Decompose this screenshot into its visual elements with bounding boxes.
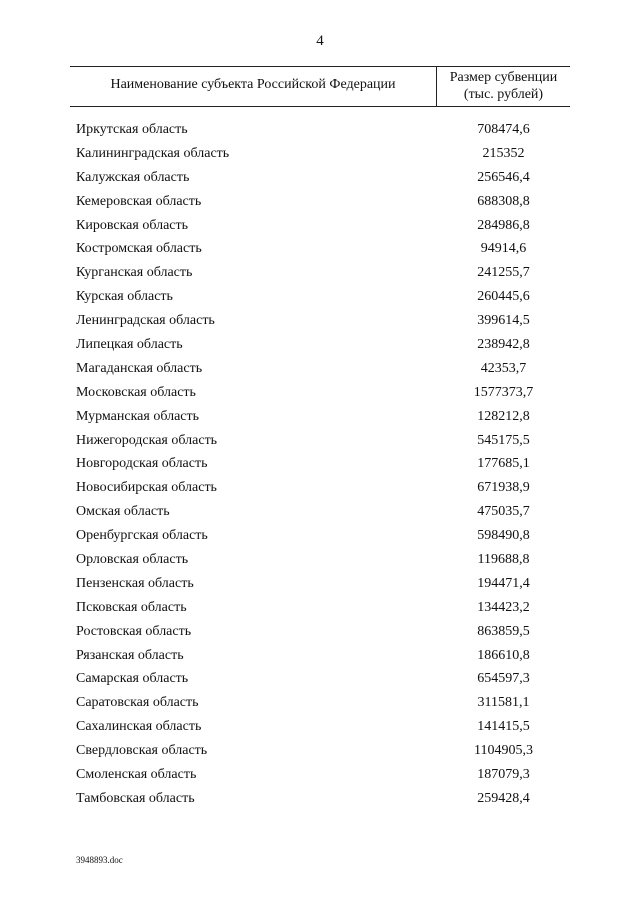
subject-name: Калининградская область [76, 145, 230, 161]
subject-name: Ленинградская область [76, 313, 215, 329]
table-row [0, 669, 640, 693]
subvention-amount: 671938,9 [477, 480, 530, 496]
subject-name: Смоленская область [76, 767, 197, 783]
subvention-amount: 1577373,7 [473, 384, 534, 400]
table-row [0, 168, 640, 192]
subject-name: Рязанская область [76, 647, 184, 663]
subvention-amount: 241255,7 [477, 265, 530, 281]
subject-name: Орловская область [76, 552, 189, 568]
table-row [0, 502, 640, 526]
subject-name: Кировская область [76, 217, 189, 233]
subvention-amount: 42353,7 [480, 360, 527, 376]
subject-name: Иркутская область [76, 122, 188, 137]
table-row [0, 120, 640, 144]
subvention-amount: 187079,3 [477, 767, 530, 783]
table-row [0, 478, 640, 502]
table-header-bottom-rule [70, 106, 570, 107]
subvention-amount: 260445,6 [477, 289, 530, 305]
table-row [0, 239, 640, 263]
table-row [0, 765, 640, 789]
table-row [0, 335, 640, 359]
table-row [0, 574, 640, 598]
table-row [0, 383, 640, 407]
subvention-amount: 654597,3 [477, 671, 530, 687]
subject-name: Ростовская область [76, 623, 192, 639]
column-header-amount-line1: Размер субвенции [449, 70, 558, 85]
subvention-amount: 94914,6 [480, 241, 527, 257]
subvention-amount: 128212,8 [477, 408, 530, 424]
subject-name: Курганская область [76, 265, 193, 281]
subject-name: Свердловская область [76, 743, 208, 759]
subject-name: Нижегородская область [76, 432, 218, 448]
subvention-amount: 688308,8 [477, 193, 530, 209]
subject-name: Магаданская область [76, 360, 203, 376]
table-row [0, 287, 640, 311]
subvention-amount: 141415,5 [477, 719, 530, 735]
table-row [0, 717, 640, 741]
subvention-amount: 708474,6 [477, 122, 530, 137]
table-row [0, 741, 640, 765]
subvention-amount: 238942,8 [477, 337, 530, 353]
subvention-amount: 256546,4 [477, 169, 530, 185]
table-row [0, 693, 640, 717]
subject-name: Калужская область [76, 169, 190, 185]
subject-name: Липецкая область [76, 337, 183, 353]
table-header-top-rule [70, 66, 570, 67]
subject-name: Костромская область [76, 241, 202, 257]
table-row [0, 311, 640, 335]
subject-name: Новосибирская область [76, 480, 217, 496]
subvention-amount: 177685,1 [477, 456, 530, 472]
page-number: 4 [316, 33, 324, 49]
table-row [0, 646, 640, 670]
subject-name: Кемеровская область [76, 193, 202, 209]
table-row [0, 550, 640, 574]
subvention-amount: 1104905,3 [474, 743, 533, 759]
subvention-amount: 119688,8 [477, 552, 530, 568]
subvention-amount: 215352 [482, 145, 525, 161]
subvention-amount: 259428,4 [477, 790, 530, 806]
table-row [0, 431, 640, 455]
table-row [0, 598, 640, 622]
table-row [0, 407, 640, 431]
table-row [0, 263, 640, 287]
table-row [0, 789, 640, 813]
table-row [0, 622, 640, 646]
column-header-subject-name: Наименование субъекта Российской Федерации [110, 77, 396, 92]
subject-name: Псковская область [76, 599, 187, 615]
subject-name: Московская область [76, 384, 196, 400]
subvention-amount: 399614,5 [477, 313, 530, 329]
subject-name: Курская область [76, 289, 173, 305]
table-row [0, 192, 640, 216]
subject-name: Саратовская область [76, 695, 199, 711]
subvention-amount: 194471,4 [477, 575, 530, 591]
subject-name: Самарская область [76, 671, 189, 687]
subvention-amount: 284986,8 [477, 217, 530, 233]
subject-name: Сахалинская область [76, 719, 202, 735]
subvention-amount: 863859,5 [477, 623, 530, 639]
subject-name: Пензенская область [76, 575, 194, 591]
table-body [0, 120, 640, 813]
table-row [0, 144, 640, 168]
subject-name: Тамбовская область [76, 790, 195, 806]
subvention-amount: 545175,5 [477, 432, 530, 448]
column-header-subvention-amount [437, 69, 570, 103]
table-row [0, 454, 640, 478]
subvention-amount: 475035,7 [477, 504, 530, 520]
table-row [0, 216, 640, 240]
subvention-amount: 186610,8 [477, 647, 530, 663]
subject-name: Мурманская область [76, 408, 200, 424]
table-row [0, 359, 640, 383]
subject-name: Оренбургская область [76, 528, 208, 544]
table-row [0, 526, 640, 550]
subvention-amount: 134423,2 [477, 599, 530, 615]
column-header-amount-line2: (тыс. рублей) [463, 87, 544, 102]
subvention-amount: 598490,8 [477, 528, 530, 544]
document-filename: 3948893.doc [76, 855, 123, 865]
subject-name: Омская область [76, 504, 170, 520]
subject-name: Новгородская область [76, 456, 208, 472]
subvention-amount: 311581,1 [477, 695, 530, 711]
